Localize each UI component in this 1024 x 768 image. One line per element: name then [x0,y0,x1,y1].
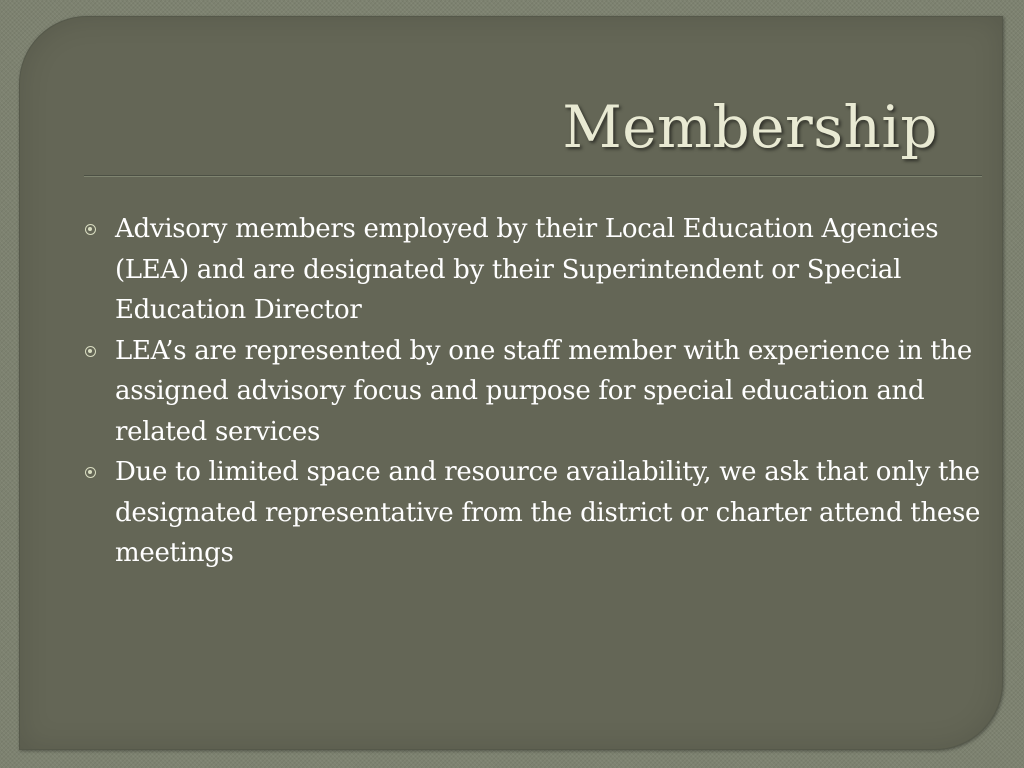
bullet-item [82,209,982,331]
title-divider [84,175,982,177]
bullet-list [82,209,982,574]
slide-title: Membership [562,93,938,161]
bullet-text: LEA’s are represented by one staff member with experience in the assigned advisory focus and purpose for special education and related services [115,335,972,447]
circled-dot-bullet-icon [85,224,96,235]
circled-dot-bullet-icon [85,346,96,357]
circled-dot-bullet-icon [85,467,96,478]
bullet-item [82,331,982,453]
bullet-text: Advisory members employed by their Local Education Agencies (LEA) and are designated by their Superintendent or Special Education Director [115,214,939,325]
slide-panel [19,16,1003,750]
bullet-item [82,452,982,574]
bullet-text: Due to limited space and resource availability, we ask that only the designated representative from the district or charter attend these meetings [115,457,981,568]
